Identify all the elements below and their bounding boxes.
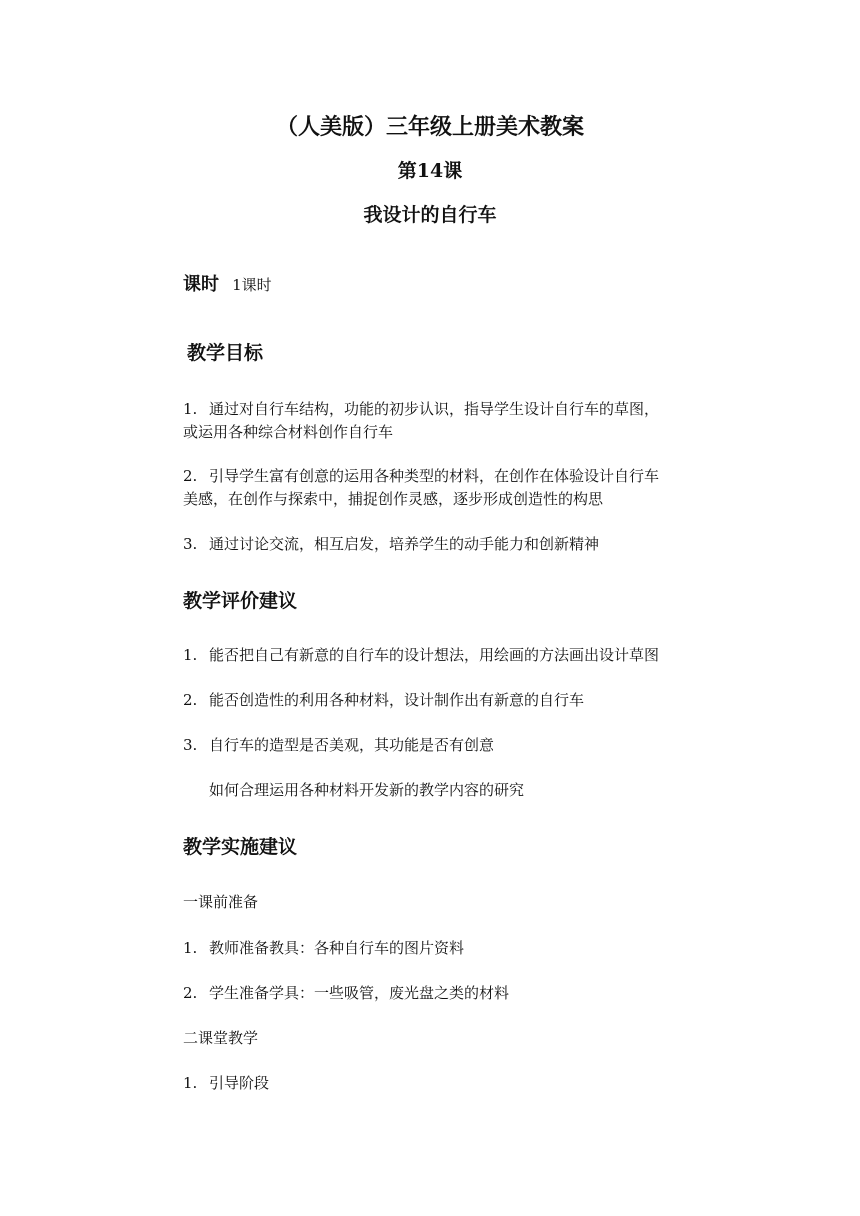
evaluation-extra: 如何合理运用各种材料开发新的教学内容的研究 (209, 781, 525, 799)
evaluation-item-1 (183, 646, 659, 664)
evaluation-number: 3. (183, 736, 198, 754)
objective-item-1 (183, 400, 659, 418)
implementation-heading: 教学实施建议 (183, 836, 298, 858)
evaluation-item-2 (183, 691, 584, 709)
objective-item-2-cont: 美感，在创作与探索中，捕捉创作灵感，逐步形成创造性的构思 (183, 490, 604, 508)
prep-number: 1. (183, 939, 198, 957)
lesson-title: 我设计的自行车 (363, 204, 497, 226)
evaluation-text: 自行车的造型是否美观，其功能是否有创意 (209, 736, 495, 754)
period-value: 1课时 (232, 276, 272, 294)
class-number: 1. (183, 1074, 198, 1092)
prep-item-2 (183, 984, 509, 1002)
objective-text-line1: 引导学生富有创意的运用各种类型的材料，在创作在体验设计自行车 (209, 467, 660, 485)
period-line (183, 274, 272, 296)
evaluation-heading: 教学评价建议 (183, 590, 298, 612)
prep-text: 教师准备教具：各种自行车的图片资料 (209, 939, 465, 957)
objective-item-1-cont: 或运用各种综合材料创作自行车 (183, 423, 394, 441)
objective-number: 2. (183, 467, 198, 485)
objective-item-2 (183, 467, 659, 485)
objectives-heading: 教学目标 (187, 342, 264, 364)
evaluation-number: 2. (183, 691, 198, 709)
period-label: 课时 (183, 274, 219, 295)
prep-heading: 一课前准备 (183, 893, 259, 911)
lesson-number: 第14课 (397, 160, 463, 182)
class-item-1 (183, 1074, 269, 1092)
objective-text-line1: 通过对自行车结构，功能的初步认识，指导学生设计自行车的草图， (209, 400, 660, 418)
objective-item-3 (183, 535, 599, 553)
objective-number: 3. (183, 535, 198, 553)
evaluation-text: 能否创造性的利用各种材料，设计制作出有新意的自行车 (209, 691, 585, 709)
class-heading: 二课堂教学 (183, 1029, 259, 1047)
objective-text-line1: 通过讨论交流，相互启发，培养学生的动手能力和创新精神 (209, 535, 600, 553)
evaluation-number: 1. (183, 646, 198, 664)
evaluation-item-3 (183, 736, 494, 754)
prep-item-1 (183, 939, 464, 957)
document-title: （人美版）三年级上册美术教案 (275, 114, 584, 140)
objective-number: 1. (183, 400, 198, 418)
class-text: 引导阶段 (209, 1074, 270, 1092)
prep-text: 学生准备学具：一些吸管，废光盘之类的材料 (209, 984, 510, 1002)
prep-number: 2. (183, 984, 198, 1002)
evaluation-text: 能否把自己有新意的自行车的设计想法，用绘画的方法画出设计草图 (209, 646, 660, 664)
